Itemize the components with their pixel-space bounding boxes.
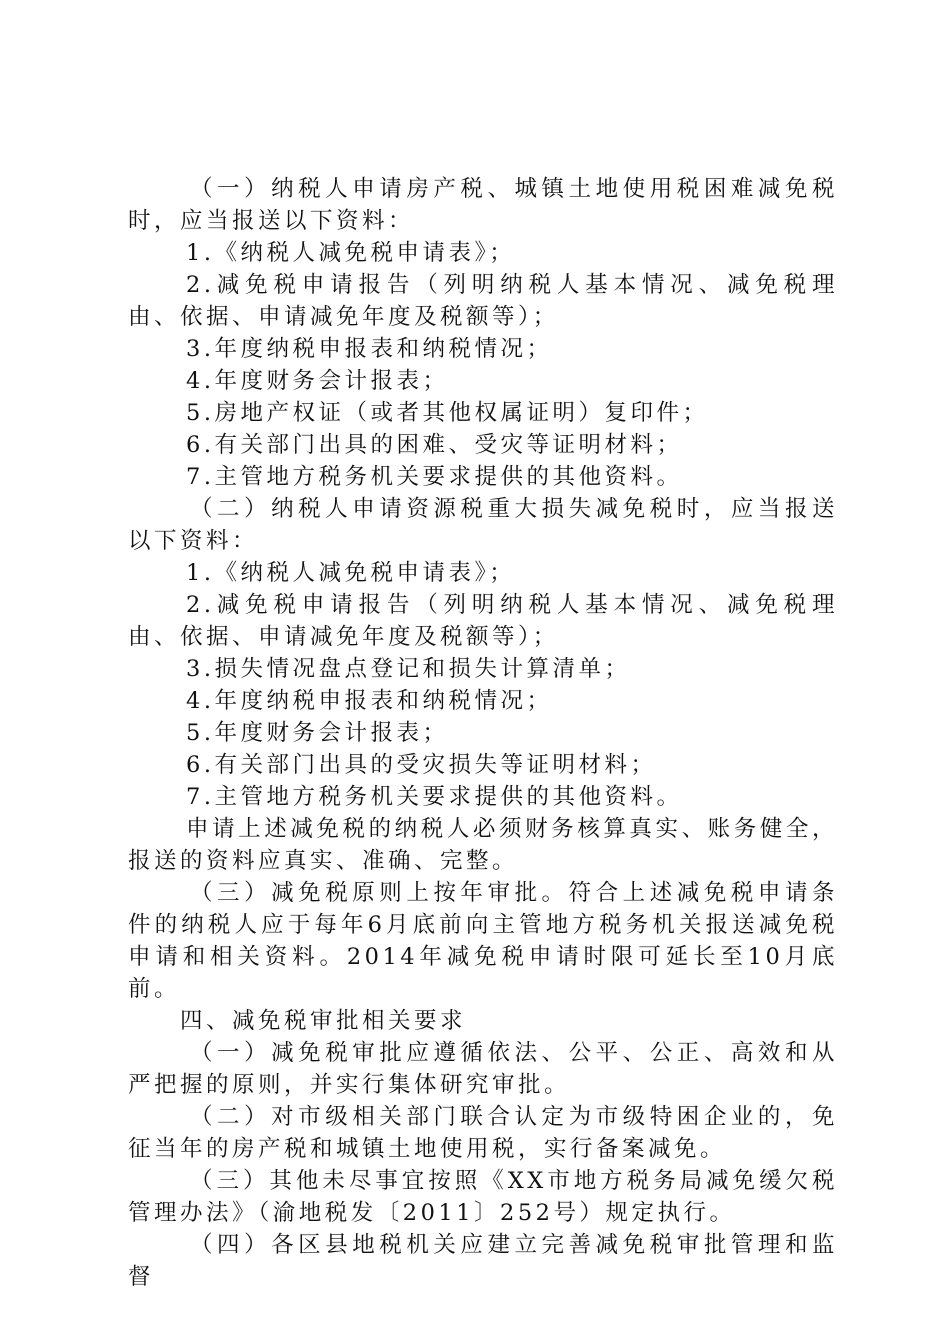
requirements-paragraph: 申请上述减免税的纳税人必须财务核算真实、账务健全，报送的资料应真实、准确、完整。 bbox=[128, 816, 838, 874]
list-item-1-6: 6.有关部门出具的困难、受灾等证明材料； bbox=[186, 432, 683, 458]
section-3-paragraph: （三）减免税原则上按年审批。符合上述减免税申请条件的纳税人应于每年6月底前向主管地方税务机关报送减免税申请和相关资料。2014年减免税申请时限可延长至10月底前。 bbox=[128, 880, 838, 1002]
section-4-item-4: （四）各区县地税机关应建立完善减免税审批管理和监督 bbox=[128, 1232, 838, 1290]
section-4-item-2: （二）对市级相关部门联合认定为市级特困企业的，免征当年的房产税和城镇土地使用税，实行备案减免。 bbox=[128, 1104, 838, 1162]
section-2-intro: （二）纳税人申请资源税重大损失减免税时，应当报送以下资料： bbox=[128, 496, 838, 554]
section-4-item-1: （一）减免税审批应遵循依法、公平、公正、高效和从严把握的原则，并实行集体研究审批。 bbox=[128, 1040, 838, 1098]
list-item-1-4: 4.年度财务会计报表； bbox=[186, 368, 449, 394]
section-heading-4: 四、减免税审批相关要求 bbox=[180, 1008, 467, 1034]
list-item-2-5: 5.年度财务会计报表； bbox=[186, 720, 449, 746]
section-4-item-3: （三）其他未尽事宜按照《XX市地方税务局减免缓欠税管理办法》（渝地税发〔2011〕252号）规定执行。 bbox=[128, 1168, 838, 1226]
list-item-1-7: 7.主管地方税务机关要求提供的其他资料。 bbox=[186, 464, 683, 490]
list-item-1-1: 1.《纳税人减免税申请表》； bbox=[186, 240, 516, 266]
list-item-1-5: 5.房地产权证（或者其他权属证明）复印件； bbox=[186, 400, 709, 426]
document-body bbox=[128, 173, 838, 1293]
list-item-2-1: 1.《纳税人减免税申请表》； bbox=[186, 560, 516, 586]
list-item-1-2: 2.减免税申请报告（列明纳税人基本情况、减免税理由、依据、申请减免年度及税额等）； bbox=[128, 272, 838, 330]
list-item-2-7: 7.主管地方税务机关要求提供的其他资料。 bbox=[186, 784, 683, 810]
list-item-2-6: 6.有关部门出具的受灾损失等证明材料； bbox=[186, 752, 657, 778]
list-item-2-3: 3.损失情况盘点登记和损失计算清单； bbox=[186, 656, 631, 682]
section-1-intro: （一）纳税人申请房产税、城镇土地使用税困难减免税时，应当报送以下资料： bbox=[128, 176, 838, 234]
list-item-2-2: 2.减免税申请报告（列明纳税人基本情况、减免税理由、依据、申请减免年度及税额等）； bbox=[128, 592, 838, 650]
list-item-2-4: 4.年度纳税申报表和纳税情况； bbox=[186, 688, 553, 714]
list-item-1-3: 3.年度纳税申报表和纳税情况； bbox=[186, 336, 553, 362]
